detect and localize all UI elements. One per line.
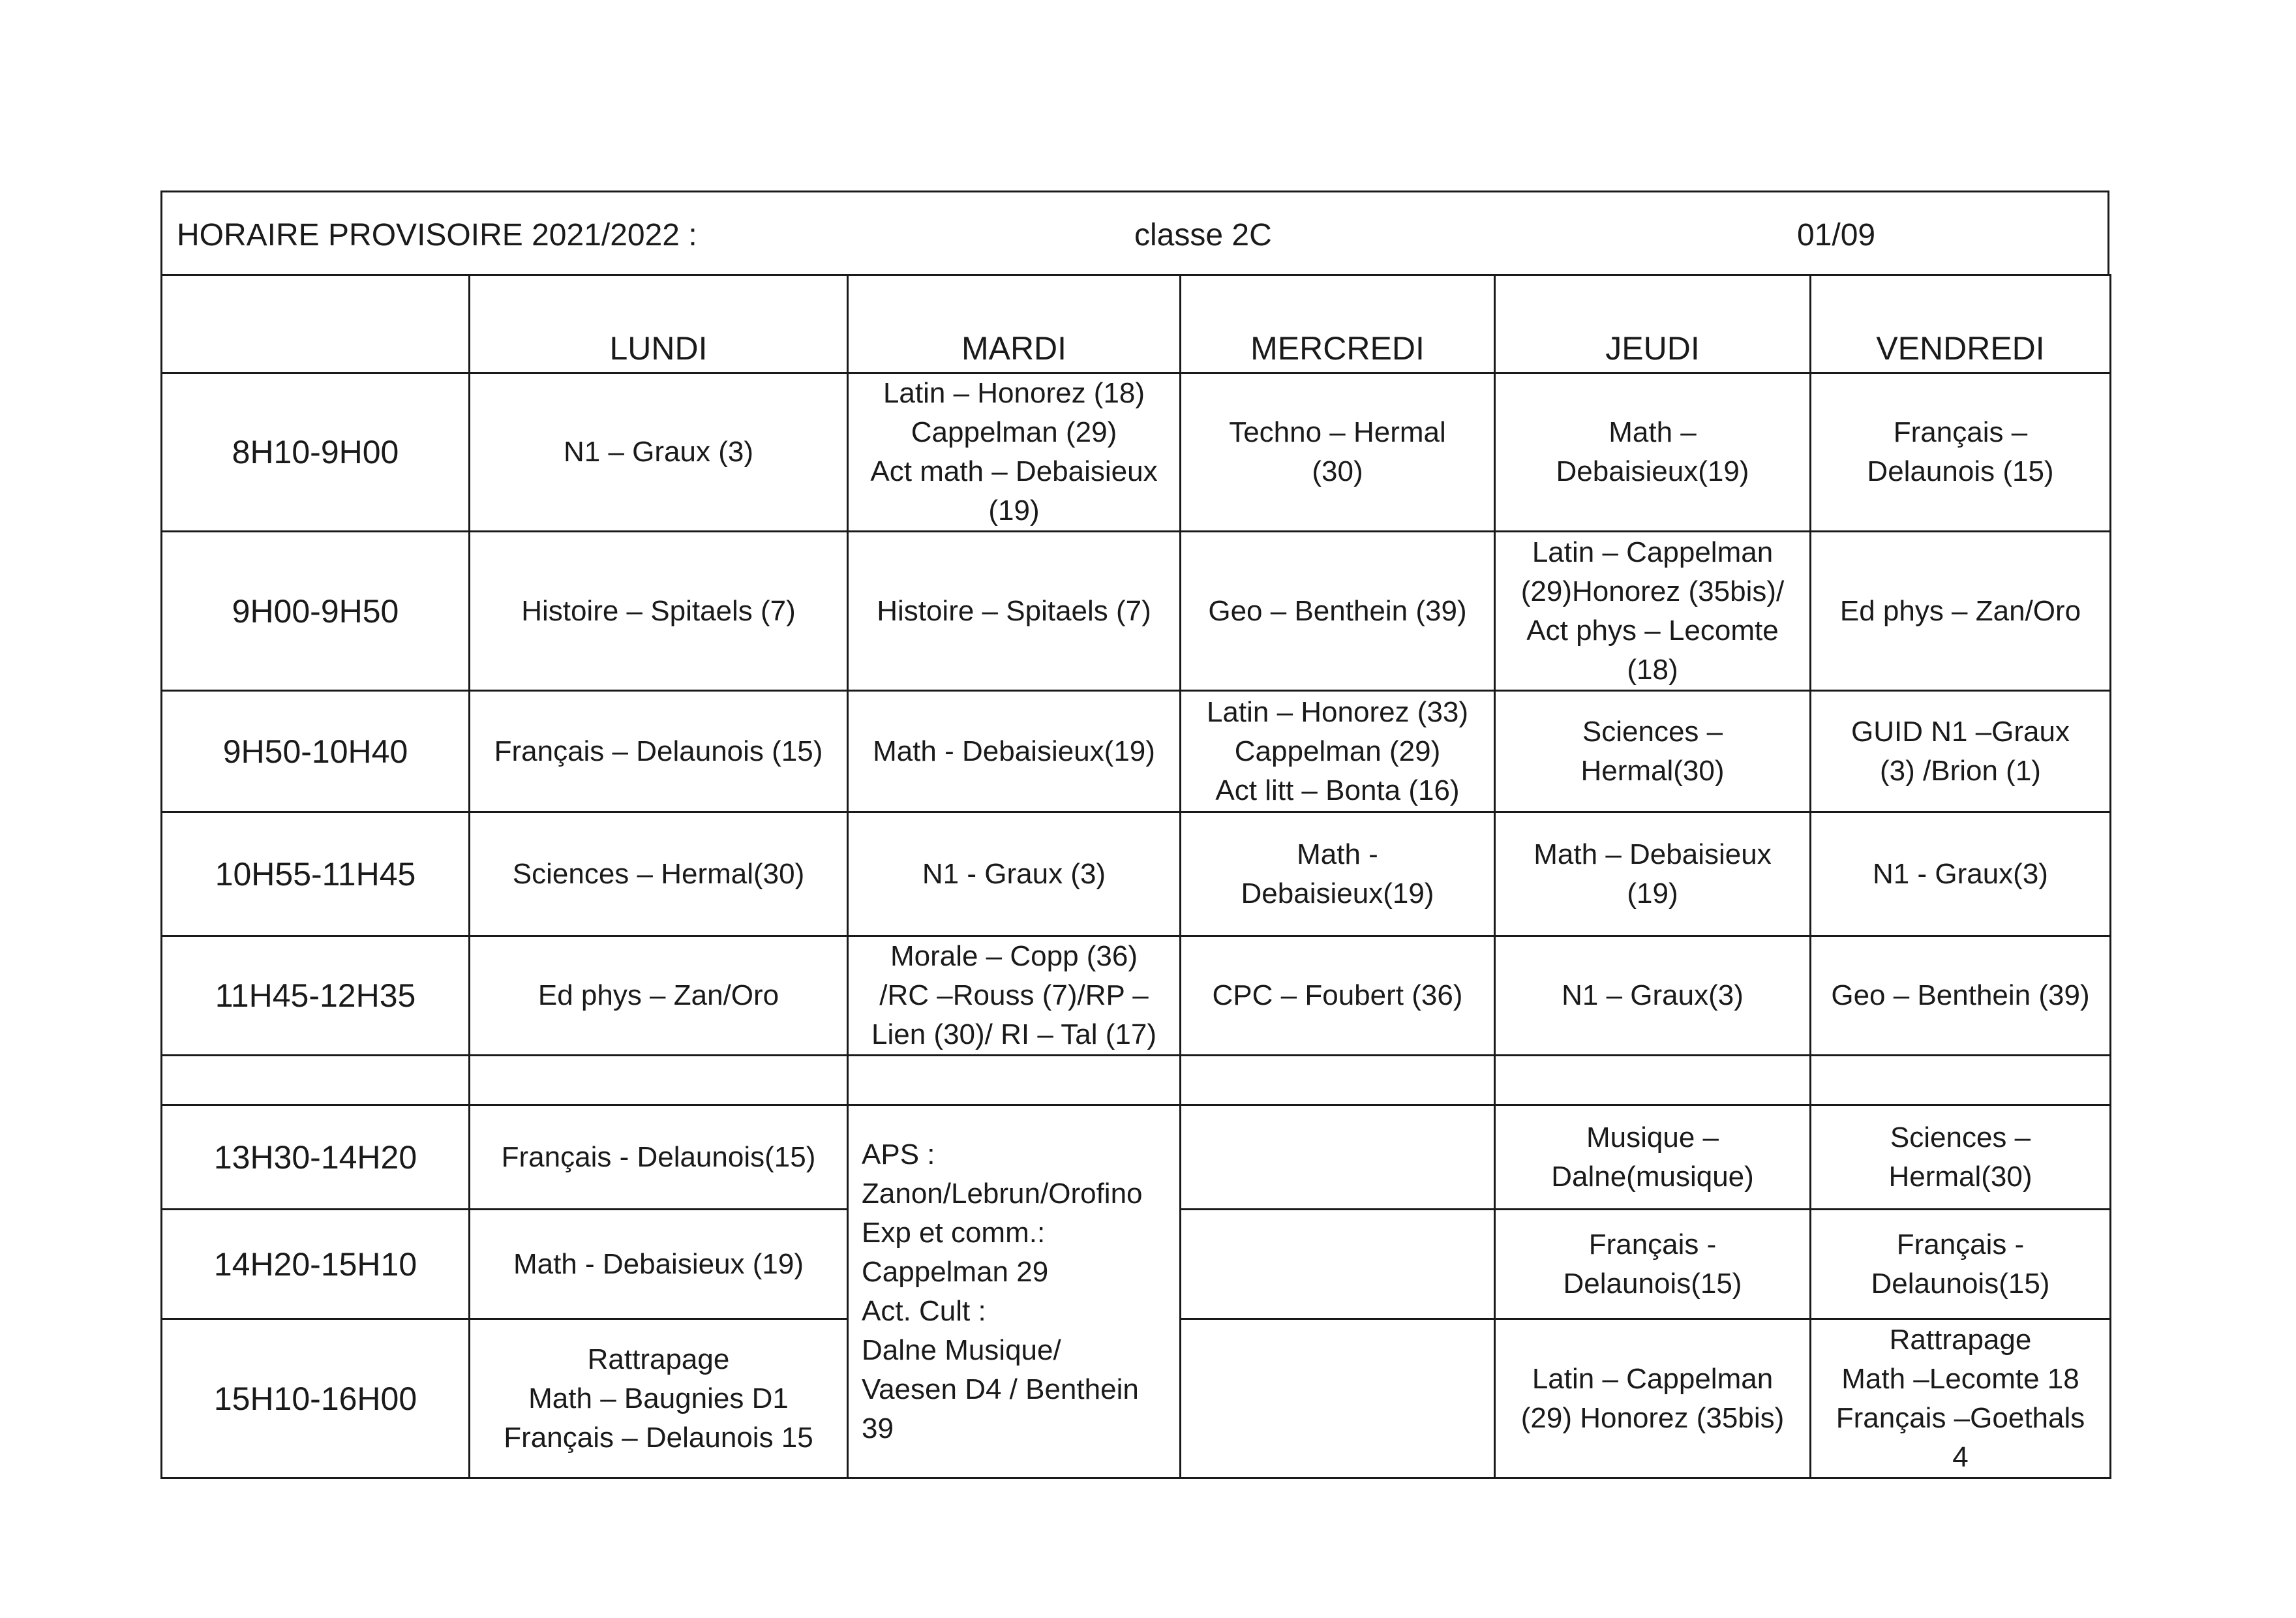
cell-line: JEUDI — [1605, 330, 1700, 367]
time-slot — [162, 936, 470, 1056]
cell-lundi — [470, 373, 848, 532]
cell-vendredi — [1811, 1210, 2111, 1319]
cell-line: Français – Delaunois 15 — [504, 1421, 813, 1454]
cell-vendredi — [1811, 532, 2111, 691]
lunch-break-row — [162, 1056, 2111, 1105]
cell-mercredi — [1181, 812, 1495, 936]
cell-line: Sciences – — [1582, 715, 1723, 748]
cell-jeudi — [1495, 1319, 1811, 1478]
cell-line: Français –Goethals — [1835, 1401, 2085, 1434]
cell-line: Act math – Debaisieux — [870, 455, 1158, 487]
day-header-mercredi — [1181, 275, 1495, 373]
cell-line: 39 — [862, 1412, 894, 1444]
cell-line: Histoire – Spitaels (7) — [877, 594, 1151, 627]
cell-line: Musique – — [1586, 1121, 1719, 1153]
cell-line: Français - Delaunois(15) — [501, 1140, 816, 1173]
cell-line: 15H10-16H00 — [213, 1380, 417, 1417]
cell-line: Math - — [1297, 838, 1378, 870]
cell-line: Act phys – Lecomte — [1526, 614, 1779, 647]
cell-vendredi — [1811, 691, 2111, 812]
cell-line: Français – Delaunois (15) — [494, 735, 823, 767]
cell-mercredi — [1181, 373, 1495, 532]
cell-vendredi — [1811, 373, 2111, 532]
cell-line: N1 – Graux (3) — [564, 436, 753, 468]
cell-line: Français - — [1588, 1228, 1717, 1260]
cell-mercredi — [1181, 936, 1495, 1056]
cell-mercredi — [1181, 532, 1495, 691]
cell-line: Delaunois (15) — [1867, 455, 2054, 487]
cell-mardi — [848, 812, 1181, 936]
cell-line: N1 – Graux(3) — [1562, 979, 1744, 1011]
cell-line: Techno – Hermal — [1229, 416, 1446, 448]
cell-line: MERCREDI — [1250, 330, 1425, 367]
cell-line: Français – — [1893, 416, 2028, 448]
cell-line: (30) — [1312, 455, 1363, 487]
cell-line: Hermal(30) — [1580, 754, 1725, 787]
cell-line: Math - Debaisieux (19) — [513, 1247, 804, 1280]
cell-mercredi — [1181, 1105, 1495, 1210]
cell-line: Math – Debaisieux — [1533, 838, 1772, 870]
day-header-lundi — [470, 275, 848, 373]
day-header-row — [162, 275, 2111, 373]
cell-line: Morale – Copp (36) — [890, 940, 1138, 972]
cell-line: Ed phys – Zan/Oro — [537, 979, 779, 1011]
day-header-mardi — [848, 275, 1181, 373]
cell-lundi — [470, 1105, 848, 1210]
cell-jeudi — [1495, 373, 1811, 532]
cell-lundi — [470, 1210, 848, 1319]
cell-jeudi — [1495, 1210, 1811, 1319]
cell-line: Vaesen D4 / Benthein — [862, 1373, 1139, 1405]
cell-line: Latin – Honorez (33) — [1206, 695, 1469, 728]
table-row — [162, 812, 2111, 936]
empty-cell — [1495, 1056, 1811, 1105]
cell-line: Math –Lecomte 18 — [1841, 1362, 2079, 1395]
time-slot — [162, 1319, 470, 1478]
cell-jeudi — [1495, 1105, 1811, 1210]
table-row — [162, 532, 2111, 691]
time-slot — [162, 1105, 470, 1210]
empty-cell — [1811, 1056, 2111, 1105]
cell-line: MARDI — [961, 330, 1067, 367]
cell-lundi — [470, 691, 848, 812]
cell-line: 4 — [1952, 1441, 1969, 1473]
empty-cell — [1181, 1056, 1495, 1105]
date-label: 01/09 — [1797, 218, 1876, 252]
cell-lundi — [470, 532, 848, 691]
cell-line: Debaisieux(19) — [1241, 877, 1434, 909]
cell-line: 13H30-14H20 — [213, 1138, 417, 1176]
cell-line: 9H50-10H40 — [222, 733, 408, 770]
time-slot — [162, 812, 470, 936]
cell-vendredi — [1811, 936, 2111, 1056]
cell-line: Act litt – Bonta (16) — [1215, 774, 1460, 806]
table-row — [162, 936, 2111, 1056]
cell-vendredi — [1811, 812, 2111, 936]
cell-line: 11H45-12H35 — [215, 977, 416, 1014]
cell-line: LUNDI — [609, 330, 708, 367]
cell-line: N1 - Graux (3) — [922, 857, 1106, 890]
time-slot — [162, 691, 470, 812]
empty-cell — [470, 1056, 848, 1105]
table-row — [162, 1105, 2111, 1210]
schedule-sheet — [160, 191, 2109, 1479]
cell-line: Dalne Musique/ — [862, 1334, 1061, 1366]
cell-line: (18) — [1627, 653, 1678, 686]
empty-cell — [848, 1056, 1181, 1105]
cell-line: Sciences – Hermal(30) — [512, 857, 805, 890]
cell-line: Geo – Benthein (39) — [1831, 979, 2090, 1011]
cell-line: 9H00-9H50 — [232, 592, 399, 630]
cell-jeudi — [1495, 532, 1811, 691]
table-row — [162, 373, 2111, 532]
cell-line: (29)Honorez (35bis)/ — [1520, 575, 1785, 607]
cell-line: Latin – Honorez (18) — [883, 377, 1145, 409]
cell-line: Delaunois(15) — [1563, 1267, 1742, 1300]
class-label: classe 2C — [1134, 218, 1272, 252]
cell-line: Delaunois(15) — [1871, 1267, 2050, 1300]
cell-line: Latin – Cappelman — [1532, 536, 1774, 568]
cell-line: CPC – Foubert (36) — [1212, 979, 1463, 1011]
day-header-vendredi — [1811, 275, 2111, 373]
title-bar — [160, 191, 2109, 274]
cell-line: Latin – Cappelman — [1532, 1362, 1774, 1395]
cell-line: Rattrapage — [587, 1343, 730, 1375]
schedule-table — [160, 274, 2111, 1479]
time-slot — [162, 532, 470, 691]
cell-line: Math - Debaisieux(19) — [873, 735, 1155, 767]
cell-line: GUID N1 –Graux — [1851, 715, 2070, 748]
cell-lundi — [470, 1319, 848, 1478]
cell-line: APS : — [862, 1138, 935, 1170]
cell-line: Histoire – Spitaels (7) — [521, 594, 796, 627]
cell-line: Sciences – — [1890, 1121, 2031, 1153]
cell-line: 8H10-9H00 — [232, 434, 399, 470]
schedule-title: HORAIRE PROVISOIRE 2021/2022 : — [177, 218, 697, 252]
cell-mardi — [848, 532, 1181, 691]
cell-line: Lien (30)/ RI – Tal (17) — [871, 1018, 1156, 1050]
cell-line: VENDREDI — [1876, 330, 2045, 367]
time-slot — [162, 373, 470, 532]
cell-jeudi — [1495, 691, 1811, 812]
cell-mercredi — [1181, 1210, 1495, 1319]
cell-line: Français - — [1896, 1228, 2025, 1260]
cell-line: Cappelman 29 — [862, 1255, 1049, 1288]
empty-cell — [162, 1056, 470, 1105]
cell-line: 14H20-15H10 — [213, 1245, 417, 1283]
cell-line: (19) — [1627, 877, 1678, 909]
cell-line: (29) Honorez (35bis) — [1520, 1401, 1785, 1434]
cell-mercredi — [1181, 691, 1495, 812]
cell-line: (19) — [988, 495, 1040, 527]
cell-line: /RC –Rouss (7)/RP – — [879, 979, 1149, 1011]
cell-line: Cappelman (29) — [1234, 735, 1441, 767]
cell-line: Zanon/Lebrun/Orofino — [862, 1177, 1143, 1210]
cell-line: Math – — [1609, 416, 1697, 448]
cell-lundi — [470, 812, 848, 936]
cell-jeudi — [1495, 812, 1811, 936]
cell-line: Geo – Benthein (39) — [1208, 594, 1467, 627]
corner-cell — [162, 275, 470, 373]
cell-vendredi — [1811, 1319, 2111, 1478]
cell-line: (3) /Brion (1) — [1880, 754, 2041, 787]
day-header-jeudi — [1495, 275, 1811, 373]
cell-line: Math – Baugnies D1 — [528, 1382, 789, 1414]
cell-line: Ed phys – Zan/Oro — [1839, 594, 2081, 627]
cell-mardi — [848, 936, 1181, 1056]
cell-line: Hermal(30) — [1888, 1160, 2032, 1193]
cell-mercredi — [1181, 1319, 1495, 1478]
cell-jeudi — [1495, 936, 1811, 1056]
cell-line: N1 - Graux(3) — [1873, 857, 2048, 890]
cell-mardi — [848, 373, 1181, 532]
cell-lundi — [470, 936, 848, 1056]
cell-line: Debaisieux(19) — [1556, 455, 1749, 487]
cell-mardi — [848, 691, 1181, 812]
cell-mardi-afternoon — [848, 1105, 1181, 1478]
cell-line: Cappelman (29) — [911, 416, 1117, 448]
table-row — [162, 691, 2111, 812]
cell-line: Rattrapage — [1889, 1323, 2032, 1356]
cell-line: Act. Cult : — [862, 1294, 986, 1327]
cell-vendredi — [1811, 1105, 2111, 1210]
cell-line: 10H55-11H45 — [215, 855, 416, 893]
time-slot — [162, 1210, 470, 1319]
cell-line: Exp et comm.: — [862, 1216, 1046, 1249]
cell-line: Dalne(musique) — [1551, 1160, 1754, 1193]
